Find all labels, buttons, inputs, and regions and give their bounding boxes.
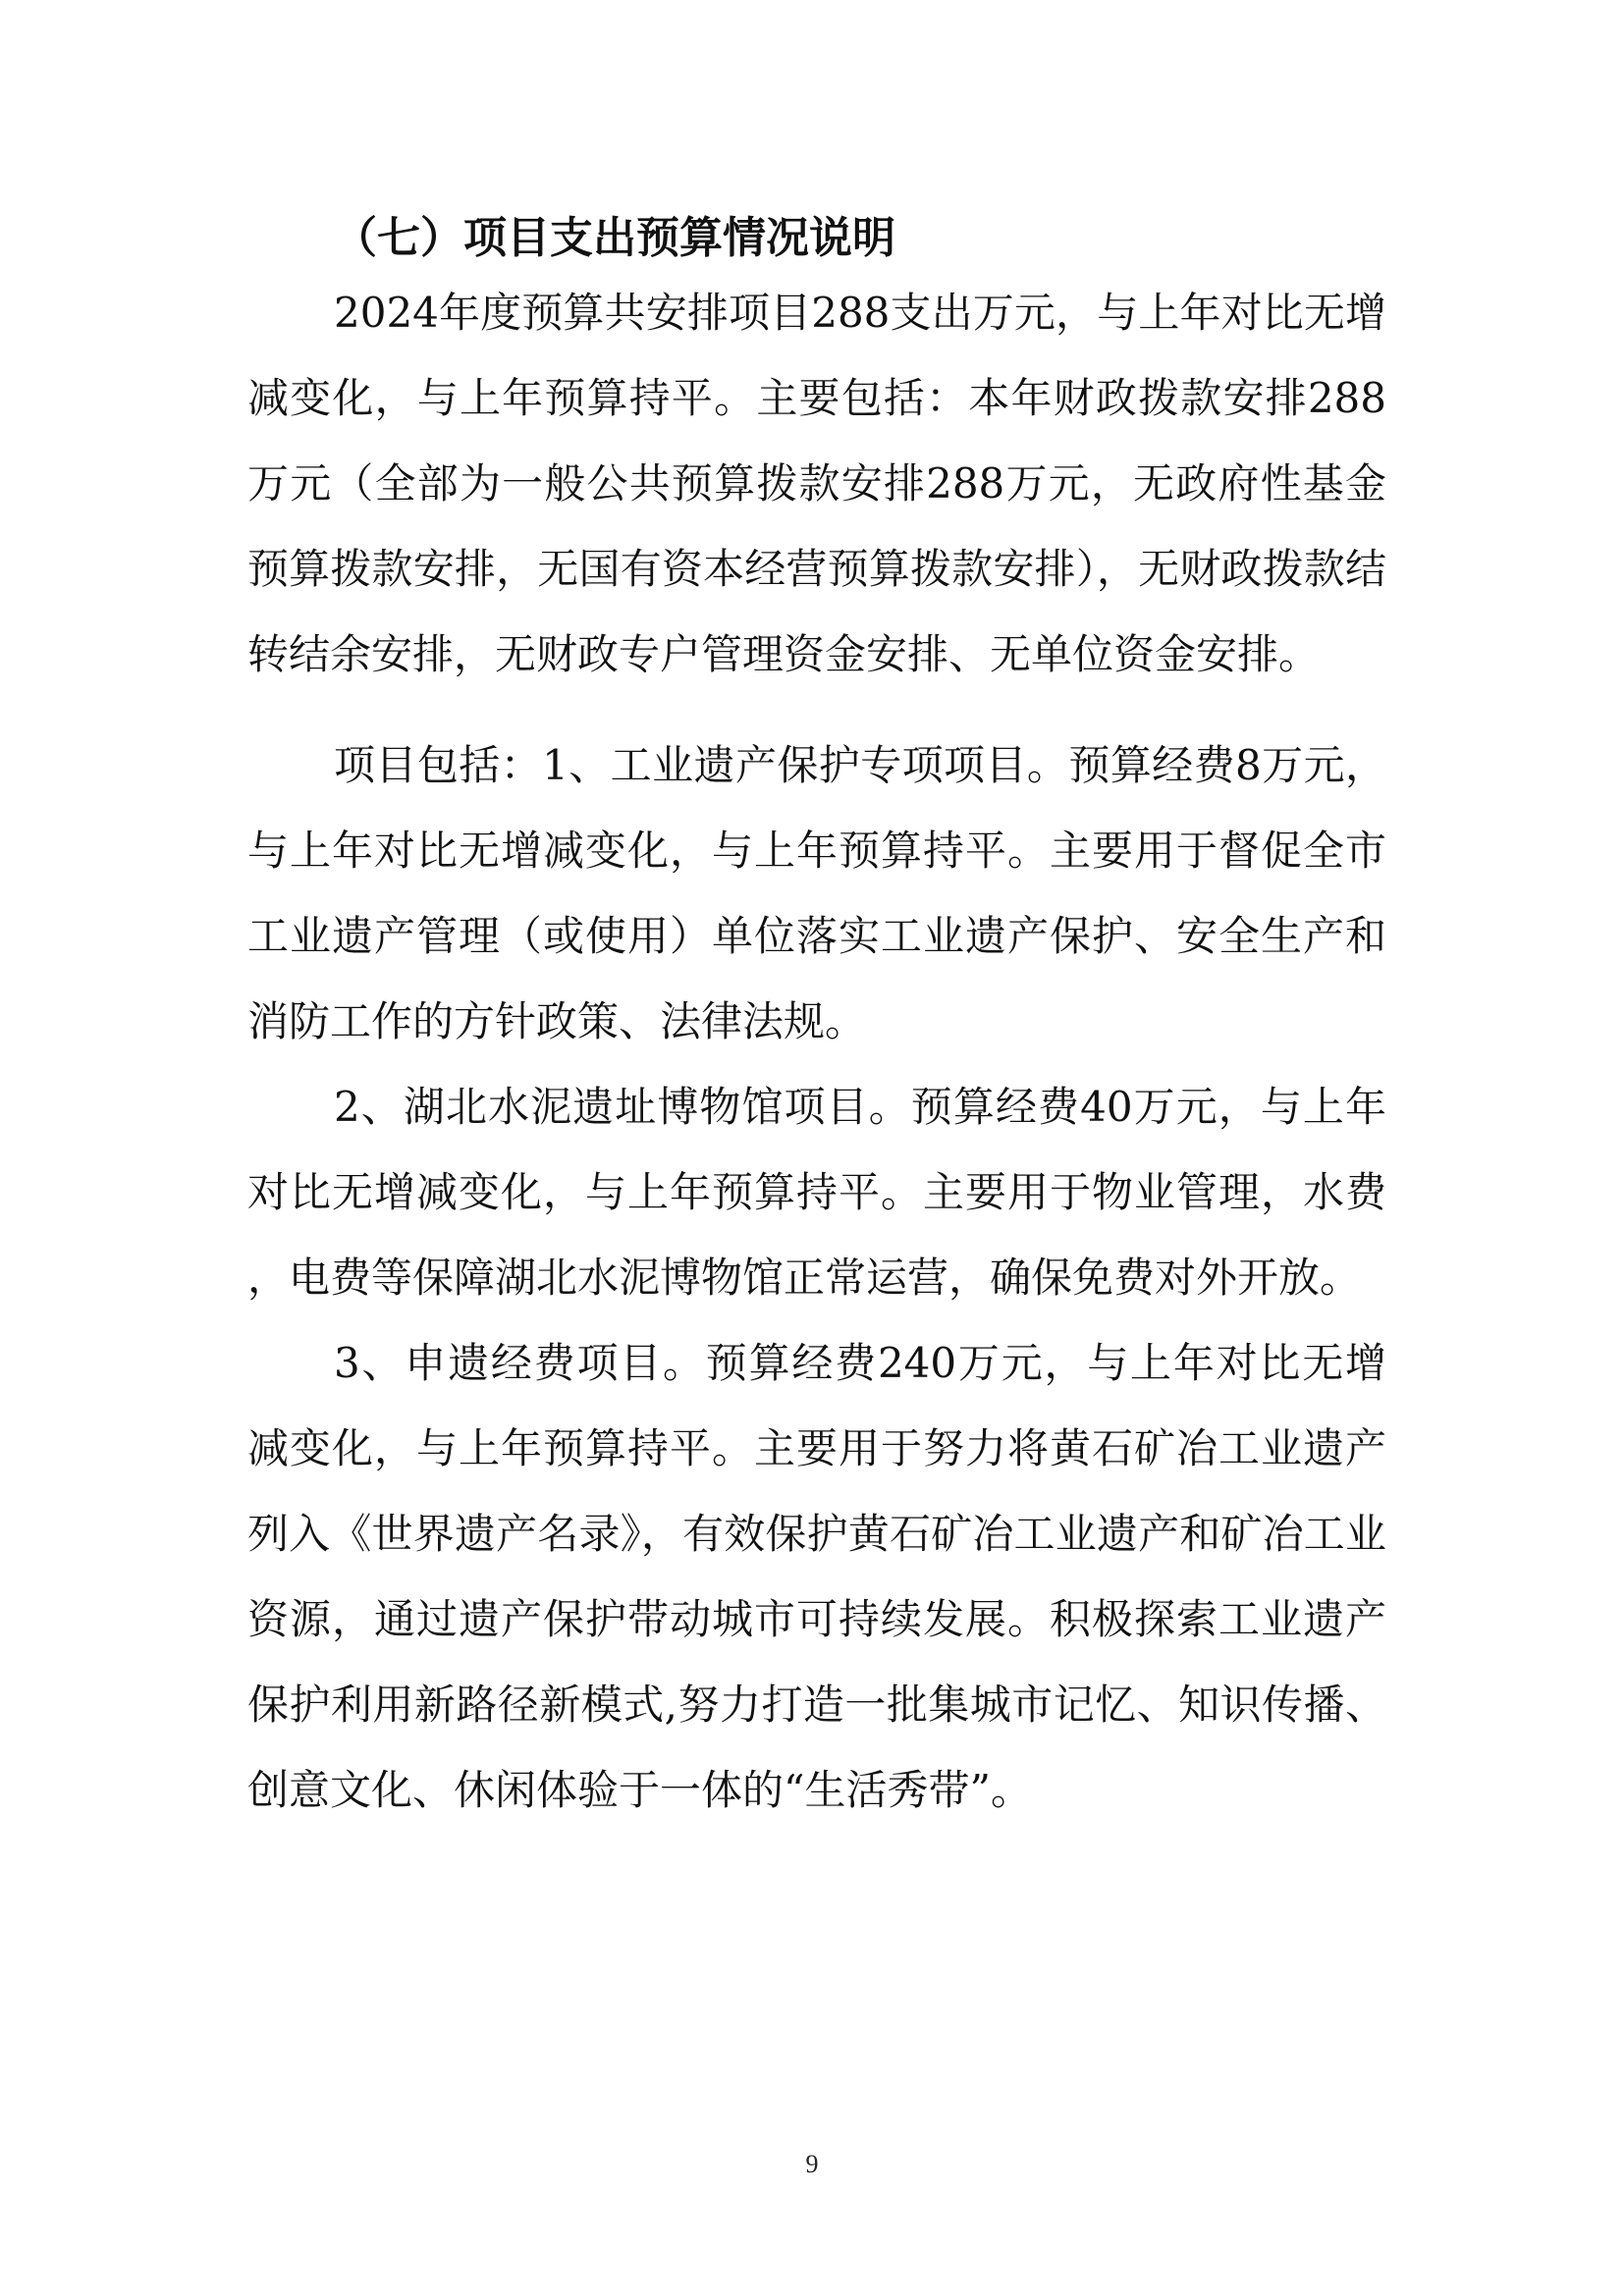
section-heading: （七）项目支出预算情况说明 — [334, 213, 895, 263]
paragraph-project-1: 项目包括：1、工业遗产保护专项项目。预算经费8万元，与上年对比无增减变化，与上年预算持平。主要用于督促全市工业遗产管理（或使用）单位落实工业遗产保护、安全生产和消防工作的方针政策、法律法规。 — [247, 741, 1386, 1045]
paragraph-budget-overview: 2024年度预算共安排项目288支出万元，与上年对比无增减变化，与上年预算持平。主要包括：本年财政拨款安排288万元（全部为一般公共预算拨款安排288万元，无政府性基金预算拨款安排，无国有资本经营预算拨款安排），无财政拨款结转结余安排，无财政专户管理资金安排、无单位资金安排。 — [247, 289, 1386, 678]
paragraph-project-3: 3、申遗经费项目。预算经费240万元，与上年对比无增减变化，与上年预算持平。主要用于努力将黄石矿冶工业遗产列入《世界遗产名录》，有效保护黄石矿冶工业遗产和矿冶工业资源，通过遗产保护带动城市可持续发展。积极探索工业遗产保护利用新路径新模式,努力打造一批集城市记忆、知识传播、创意文化、休闲体验于一体的“生活秀带”。 — [247, 1339, 1386, 1814]
document-body — [247, 209, 1386, 1833]
paragraph-project-2: 2、湖北水泥遗址博物馆项目。预算经费40万元，与上年对比无增减变化，与上年预算持平。主要用于物业管理，水费，电费等保障湖北水泥博物馆正常运营，确保免费对外开放。 — [247, 1083, 1386, 1302]
page-number: 9 — [805, 2150, 819, 2178]
